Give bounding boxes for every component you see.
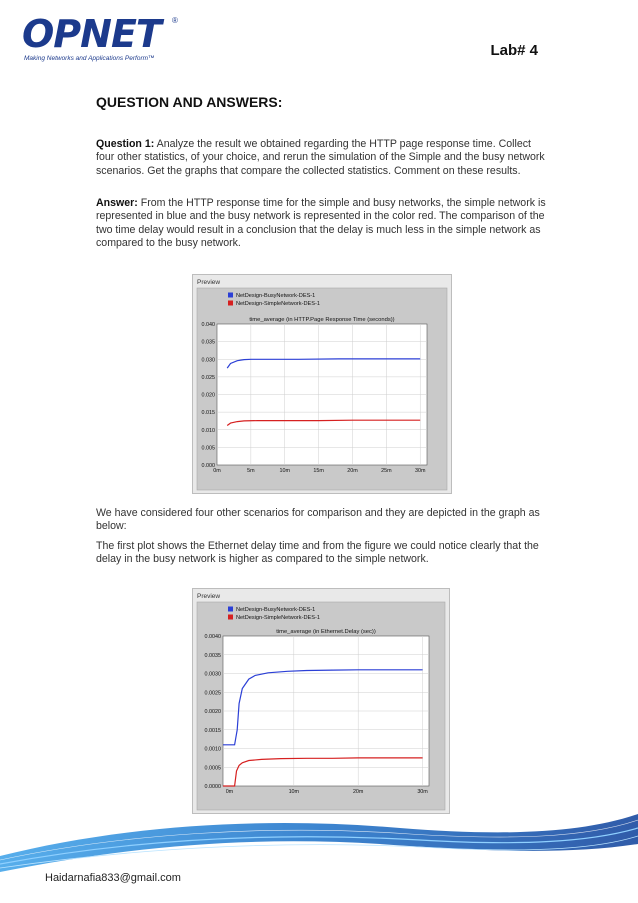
x-tick-label: 20m (347, 468, 358, 474)
y-tick-label: 0.0025 (204, 690, 221, 697)
y-tick-label: 0.005 (201, 445, 215, 452)
y-tick-label: 0.0010 (204, 746, 221, 753)
opnet-logo (22, 14, 182, 68)
ethernet-delay-chart-svg (193, 589, 449, 813)
legend-entry: NetDesign-SimpleNetwork-DES-1 (236, 301, 320, 307)
legend-swatch (228, 615, 233, 620)
y-tick-label: 0.0035 (204, 652, 221, 659)
x-tick-label: 20m (352, 789, 364, 795)
x-tick-label: 25m (381, 468, 392, 474)
section-heading: QUESTION AND ANSWERS: (96, 94, 283, 110)
y-tick-label: 0.0040 (204, 634, 221, 640)
legend-entry: NetDesign-BusyNetwork-DES-1 (236, 293, 316, 299)
http-response-chart-svg (193, 275, 451, 493)
x-tick-label: 30m (417, 789, 428, 795)
x-tick-label: 30m (414, 468, 426, 474)
legend-swatch (228, 301, 233, 306)
y-tick-label: 0.000 (201, 463, 215, 469)
y-tick-label: 0.0000 (204, 784, 221, 790)
footer-email: Haidarnafia833@gmail.com (45, 872, 181, 884)
legend-entry: NetDesign-BusyNetwork-DES-1 (236, 607, 316, 613)
y-tick-label: 0.030 (201, 357, 215, 364)
question-paragraph (96, 138, 548, 178)
x-tick-label: 15m (313, 468, 324, 474)
x-tick-label: 10m (288, 789, 300, 795)
x-tick-label: 5m (247, 468, 255, 474)
lab-number: Lab# 4 (490, 42, 538, 59)
y-tick-label: 0.020 (201, 392, 215, 399)
ethernet-delay-chart (192, 588, 450, 814)
question-text: Analyze the result we obtained regarding the HTTP page response time. Collect four other statistics, of your choice, and rerun the simulation of the Simple and the busy network scenarios. Get the graphs that compare the collected statistics. Comment on these results. (96, 138, 545, 177)
x-tick-label: 0m (225, 789, 234, 795)
question-label: Question 1: (96, 138, 155, 150)
chart-panel-label: Preview (197, 279, 221, 286)
legend-entry: NetDesign-SimpleNetwork-DES-1 (236, 615, 320, 621)
legend-swatch (228, 607, 233, 612)
ethernet-paragraph: The first plot shows the Ethernet delay time and from the figure we could notice clearly that the delay in the busy network is higher as compared to the simple network. (96, 540, 539, 566)
y-tick-label: 0.0015 (204, 727, 221, 734)
logo-registered-mark: ® (172, 16, 178, 25)
legend-swatch (228, 293, 233, 298)
footer-wave-decoration (0, 806, 638, 876)
logo-wordmark: OPNET (22, 12, 161, 56)
y-tick-label: 0.035 (201, 339, 215, 346)
answer-paragraph (96, 197, 548, 251)
scenarios-paragraph: We have considered four other scenarios for comparison and they are depicted in the graph as below: (96, 507, 540, 533)
y-tick-label: 0.010 (201, 427, 215, 434)
chart-panel-label: Preview (197, 593, 221, 600)
y-tick-label: 0.025 (201, 374, 215, 381)
answer-label: Answer: (96, 197, 138, 209)
x-tick-label: 0m (213, 468, 221, 474)
y-tick-label: 0.0005 (204, 765, 221, 772)
y-tick-label: 0.040 (201, 322, 215, 328)
y-tick-label: 0.0030 (204, 671, 221, 678)
y-tick-label: 0.0020 (204, 709, 221, 715)
y-tick-label: 0.015 (201, 410, 215, 417)
logo-tagline: Making Networks and Applications Perform™ (24, 55, 155, 62)
chart-title: time_average (in HTTP.Page Response Time (seconds)) (249, 317, 395, 323)
x-tick-label: 10m (279, 468, 290, 474)
http-response-chart (192, 274, 452, 494)
answer-text: From the HTTP response time for the simple and busy networks, the simple network is represented in blue and the busy network is represented in the color red. The comparison of the two time delay would result in a conclusion that the delay is much less in the simple network as compared to the busy network. (96, 197, 546, 250)
chart-title: time_average (in Ethernet.Delay (sec)) (276, 629, 376, 635)
